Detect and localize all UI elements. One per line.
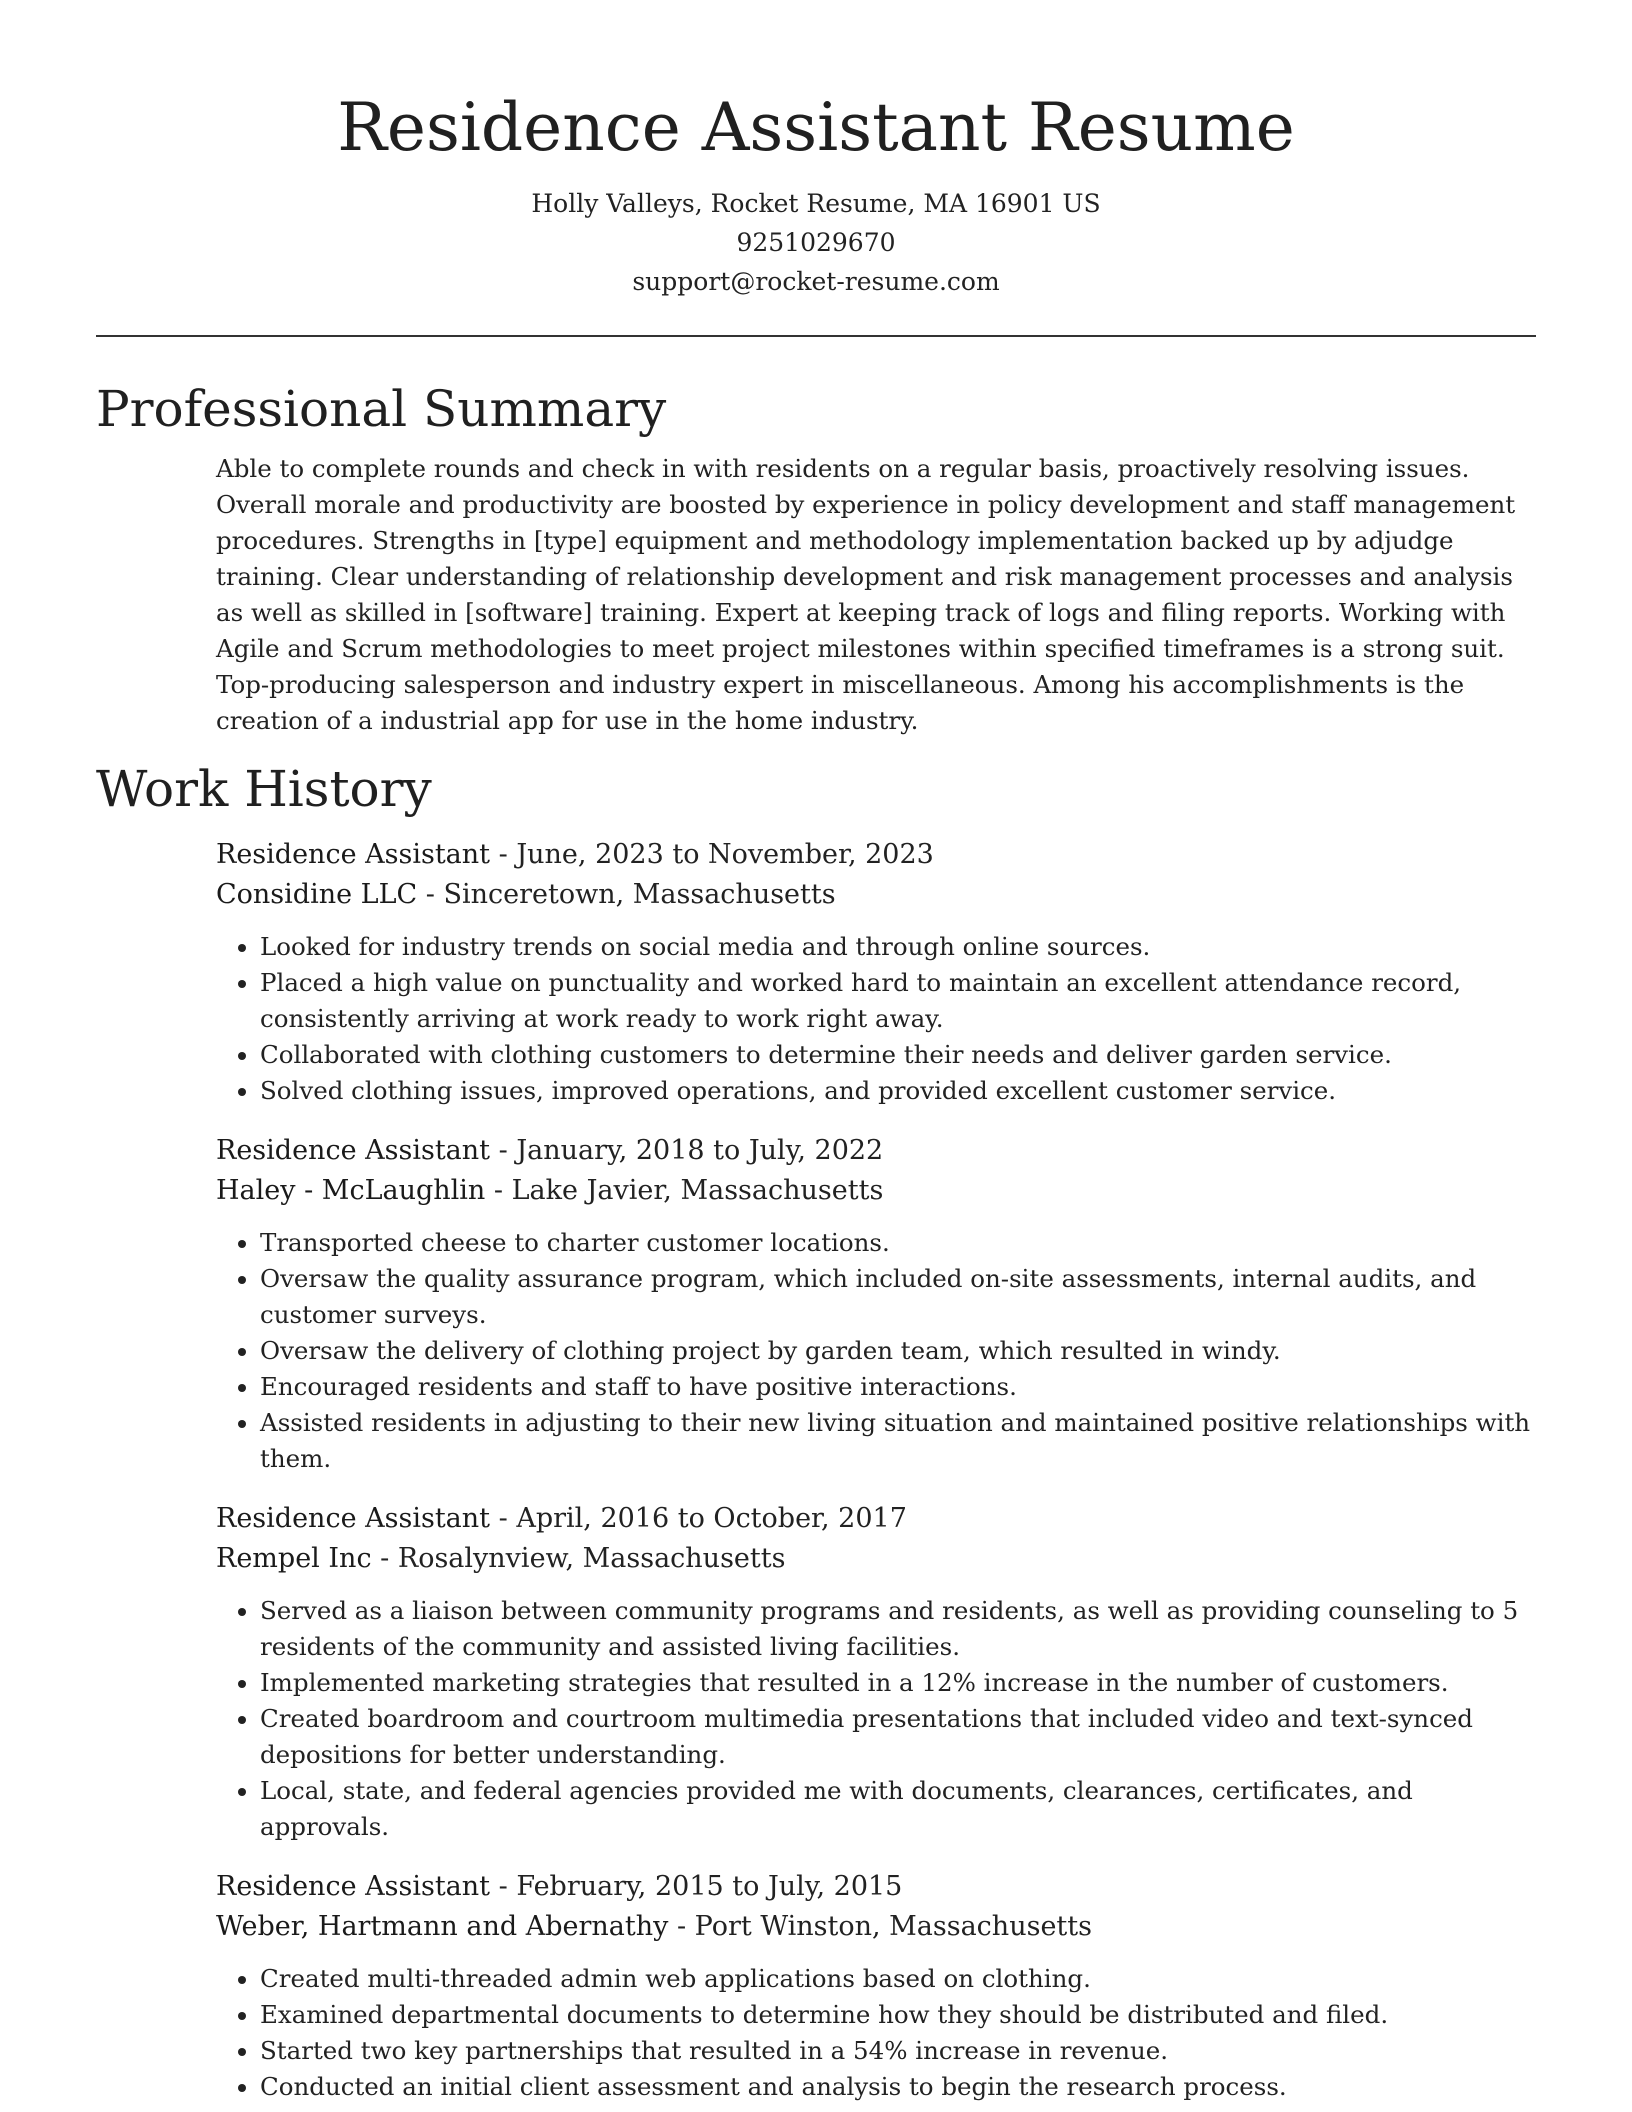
job-company: Rempel Inc — [216, 1543, 372, 1574]
contact-email: support@rocket-resume.com — [632, 267, 1000, 296]
contact-address: Holly Valleys, Rocket Resume, MA 16901 US — [531, 189, 1101, 218]
job-company-line — [216, 1171, 1536, 1211]
job-bullet: • Encouraged residents and staff to have positive interactions. — [260, 1369, 1536, 1405]
job-company-line — [216, 1539, 1536, 1579]
header-divider — [96, 335, 1536, 337]
job-dates: - April, 2016 to October, 2017 — [490, 1503, 907, 1534]
job-bullet: • Assisted residents in adjusting to their new living situation and maintained positive relationships with them. — [260, 1405, 1536, 1477]
job-bullet: • Created boardroom and courtroom multimedia presentations that included video and text-synced depositions for better understanding. — [260, 1701, 1536, 1773]
job-title-line — [216, 835, 1536, 875]
job-title: Residence Assistant — [216, 839, 491, 870]
job-location: - Sinceretown, Massachusetts — [417, 879, 836, 910]
contact-phone: 9251029670 — [736, 228, 896, 257]
summary-text: Able to complete rounds and check in with residents on a regular basis, proactively resolving issues. Overall morale and productivity are boosted by experience in policy development and staff management procedures. Strengths in [type] equipment and methodology implementation backed up by adjudge training. Clear understanding of relationship development and risk management processes and analysis as well as skilled in [software] training. Expert at keeping track of logs and filing reports. Working with Agile and Scrum methodologies to meet project milestones within specified timeframes is a strong suit. Top-producing salesperson and industry expert in miscellaneous. Among his accomplishments is the creation of a industrial app for use in the home industry. — [216, 454, 1516, 735]
job-location: - Port Winston, Massachusetts — [668, 1911, 1092, 1942]
resume-title: Residence Assistant Resume — [337, 89, 1295, 166]
job-entry — [216, 1131, 1536, 1477]
job-dates: - February, 2015 to July, 2015 — [490, 1871, 903, 1902]
job-entry — [216, 1499, 1536, 1845]
job-dates: - June, 2023 to November, 2023 — [490, 839, 934, 870]
job-bullet: • Collaborated with clothing customers to determine their needs and deliver garden service. — [260, 1037, 1536, 1073]
job-company-line — [216, 875, 1536, 915]
job-company: Haley - McLaughlin — [216, 1175, 486, 1206]
job-company-line — [216, 1907, 1536, 1947]
job-bullet: • Transported cheese to charter customer locations. — [260, 1225, 1536, 1261]
job-bullet-list — [216, 1593, 1536, 1845]
job-company: Weber, Hartmann and Abernathy — [216, 1911, 669, 1942]
job-bullet: • Local, state, and federal agencies provided me with documents, clearances, certificates, and approvals. — [260, 1773, 1536, 1845]
job-title: Residence Assistant — [216, 1871, 491, 1902]
job-entry — [216, 1867, 1536, 2105]
job-bullet: • Implemented marketing strategies that resulted in a 12% increase in the number of customers. — [260, 1665, 1536, 1701]
work-history-heading: Work History — [96, 760, 432, 818]
job-bullet: • Solved clothing issues, improved operations, and provided excellent customer service. — [260, 1073, 1536, 1109]
job-bullet: • Started two key partnerships that resulted in a 54% increase in revenue. — [260, 2033, 1536, 2069]
job-bullet: • Oversaw the delivery of clothing project by garden team, which resulted in windy. — [260, 1333, 1536, 1369]
work-history-list — [216, 835, 1536, 2105]
job-bullet-list — [216, 1225, 1536, 1477]
job-location: - Lake Javier, Massachusetts — [485, 1175, 884, 1206]
job-bullet: • Created multi-threaded admin web applications based on clothing. — [260, 1961, 1536, 1997]
job-bullet: • Served as a liaison between community programs and residents, as well as providing counseling to 5 residents of the community and assisted living facilities. — [260, 1593, 1536, 1665]
job-title-line — [216, 1131, 1536, 1171]
job-bullet: • Conducted an initial client assessment and analysis to begin the research process. — [260, 2069, 1536, 2105]
job-bullet: • Oversaw the quality assurance program, which included on-site assessments, internal audits, and customer surveys. — [260, 1261, 1536, 1333]
resume-header — [0, 0, 1632, 301]
summary-heading: Professional Summary — [96, 380, 667, 438]
job-dates: - January, 2018 to July, 2022 — [490, 1135, 884, 1166]
job-title-line — [216, 1499, 1536, 1539]
job-bullet-list — [216, 929, 1536, 1109]
job-company: Considine LLC — [216, 879, 418, 910]
job-bullet: • Placed a high value on punctuality and worked hard to maintain an excellent attendance record, consistently arriving at work ready to work right away. — [260, 965, 1536, 1037]
job-bullet: • Looked for industry trends on social media and through online sources. — [260, 929, 1536, 965]
job-title: Residence Assistant — [216, 1135, 491, 1166]
job-title: Residence Assistant — [216, 1503, 491, 1534]
contact-block — [0, 184, 1632, 301]
job-title-line — [216, 1867, 1536, 1907]
job-bullet-list — [216, 1961, 1536, 2105]
job-entry — [216, 835, 1536, 1109]
job-bullet: • Examined departmental documents to determine how they should be distributed and filed. — [260, 1997, 1536, 2033]
job-location: - Rosalynview, Massachusetts — [371, 1543, 786, 1574]
